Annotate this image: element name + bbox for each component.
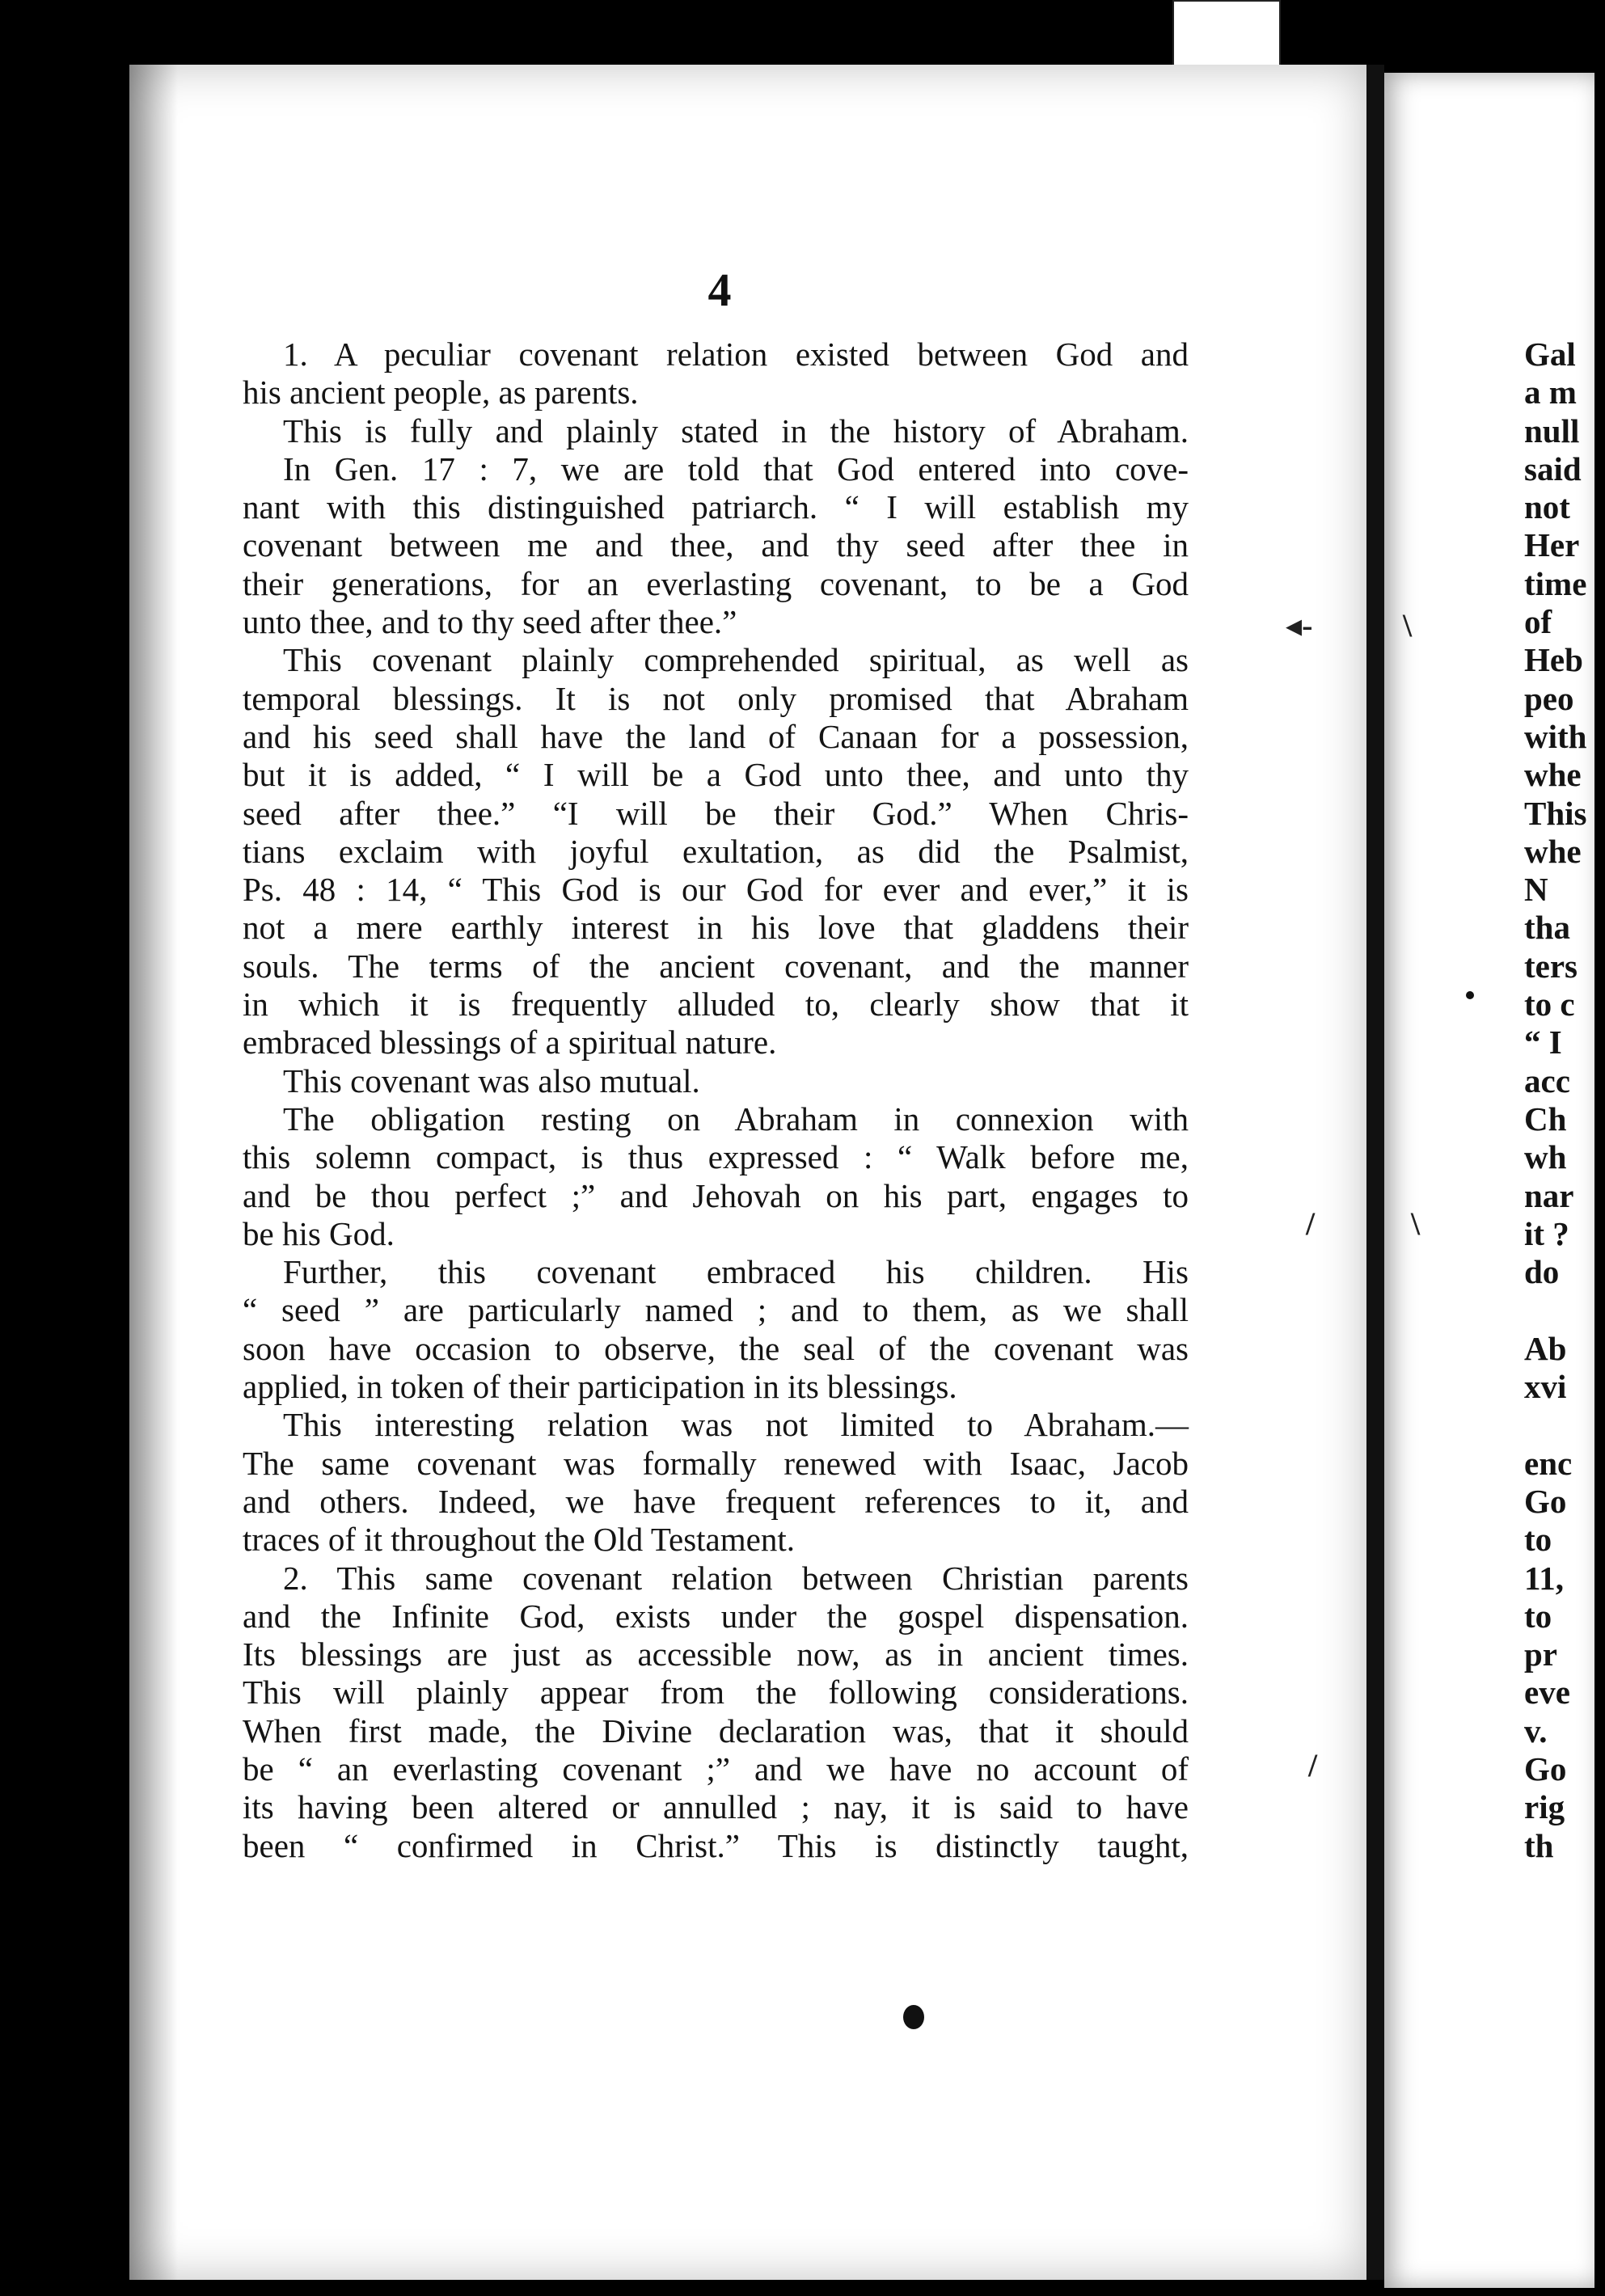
facing-page-fragment: tha <box>1524 909 1570 947</box>
text-line: The same covenant was formally renewed with Isaac, Jacob <box>243 1444 1189 1482</box>
text-line: and others. Indeed, we have frequent references to it, and <box>243 1482 1189 1520</box>
page-corner-fold <box>1172 0 1281 68</box>
facing-page-fragment: ters <box>1524 947 1578 985</box>
facing-page-fragment <box>1524 1291 1605 1329</box>
facing-page-fragment: Gal <box>1524 336 1576 373</box>
text-line: applied, in token of their participation in its blessings. <box>243 1368 957 1406</box>
facing-page-fragment: a m <box>1524 374 1577 412</box>
facing-page-fragment: acc <box>1524 1061 1570 1099</box>
facing-page-fragment <box>1524 1406 1605 1444</box>
margin-mark-slash-2: / <box>1308 1747 1318 1783</box>
facing-page-fragment: not <box>1524 488 1570 526</box>
facing-page-fragment: with <box>1524 717 1587 755</box>
ink-blot <box>903 2005 924 2029</box>
facing-page-fragment: nar <box>1524 1176 1574 1214</box>
facing-page-fragment: Go <box>1524 1749 1567 1787</box>
margin-mark-slash: / <box>1306 1205 1316 1242</box>
text-line: Ps. 48 : 14, “ This God is our God for ever and ever,” it is <box>243 871 1189 909</box>
text-line: and be thou perfect ;” and Jehovah on his part, engages to <box>243 1176 1189 1214</box>
text-line: seed after thee.” “I will be their God.” When Chris- <box>243 794 1189 832</box>
facing-page-fragment: to <box>1524 1521 1552 1559</box>
facing-page-fragment: v. <box>1524 1711 1548 1749</box>
facing-page-fragment: eve <box>1524 1673 1570 1711</box>
text-line: and the Infinite God, exists under the gospel dispensation. <box>243 1597 1189 1635</box>
text-line: its having been altered or annulled ; nay, it is said to have <box>243 1788 1189 1826</box>
text-line: but it is added, “ I will be a God unto thee, and unto thy <box>243 756 1189 794</box>
facing-page-fragment: This <box>1524 794 1587 832</box>
facing-page-fragment: time <box>1524 564 1587 602</box>
facing-page-fragment: xvi <box>1524 1368 1567 1406</box>
text-line: been “ confirmed in Christ.” This is distinctly taught, <box>243 1826 1189 1864</box>
text-line: “ seed ” are particularly named ; and to them, as we shall <box>243 1291 1189 1329</box>
facing-page-fragment: “ I <box>1524 1023 1562 1061</box>
facing-page-fragment: whe <box>1524 756 1582 794</box>
facing-page-fragment: do <box>1524 1253 1560 1291</box>
facing-page-fragment: null <box>1524 412 1580 449</box>
facing-page-fragment: pr <box>1524 1635 1557 1673</box>
text-line: temporal blessings. It is not only promised that Abraham <box>243 679 1189 717</box>
text-line: This is fully and plainly stated in the history of Abraham. <box>283 412 1189 449</box>
text-line: souls. The terms of the ancient covenant, and the manner <box>243 947 1189 985</box>
text-line: tians exclaim with joyful exultation, as did the Psalmist, <box>243 832 1189 870</box>
facing-page-fragment: it ? <box>1524 1214 1569 1252</box>
facing-page-fragment: 11, <box>1524 1559 1564 1597</box>
text-line: this solemn compact, is thus expressed : “ Walk before me, <box>243 1138 1189 1176</box>
text-line: unto thee, and to thy seed after thee.” <box>243 603 737 641</box>
facing-page-fragment: Go <box>1524 1482 1567 1520</box>
text-line: This covenant plainly comprehended spiritual, as well as <box>283 641 1189 679</box>
facing-page-fragment: N <box>1524 871 1548 909</box>
facing-page-fragment: to c <box>1524 986 1575 1023</box>
text-line: nant with this distinguished patriarch. “ I will establish my <box>243 488 1189 526</box>
text-line: not a mere earthly interest in his love that gladdens their <box>243 909 1189 947</box>
text-line: Its blessings are just as accessible now, as in ancient times. <box>243 1635 1189 1673</box>
facing-page-fragment: wh <box>1524 1138 1567 1176</box>
text-line: his ancient people, as parents. <box>243 374 639 412</box>
facing-page-fragment: to <box>1524 1597 1552 1635</box>
text-line: in which it is frequently alluded to, clearly show that it <box>243 986 1189 1023</box>
facing-page-fragment: rig <box>1524 1788 1565 1826</box>
facing-page-fragment: peo <box>1524 679 1574 717</box>
margin-mark-backslash: \ <box>1411 1205 1421 1242</box>
text-line: This interesting relation was not limited to Abraham.— <box>283 1406 1189 1444</box>
page-body-text <box>243 336 1189 1865</box>
facing-page-fragment: enc <box>1524 1444 1573 1482</box>
text-line: Further, this covenant embraced his children. His <box>283 1253 1189 1291</box>
margin-mark-dash: ◂- <box>1286 607 1313 644</box>
facing-page-fragment: Heb <box>1524 641 1583 679</box>
margin-mark-tick: \ <box>1403 607 1413 644</box>
facing-page-fragment: said <box>1524 449 1582 487</box>
text-line: 2. This same covenant relation between Christian parents <box>283 1559 1189 1597</box>
text-line: be “ an everlasting covenant ;” and we have no account of <box>243 1749 1189 1787</box>
text-line: be his God. <box>243 1214 395 1252</box>
text-line: This will plainly appear from the following considerations. <box>243 1673 1189 1711</box>
text-line: In Gen. 17 : 7, we are told that God entered into cove- <box>283 449 1189 487</box>
text-line: The obligation resting on Abraham in connexion with <box>283 1099 1189 1137</box>
facing-page-fragment: Her <box>1524 526 1580 564</box>
facing-page-fragment: Ch <box>1524 1099 1567 1137</box>
facing-page-fragment: th <box>1524 1826 1554 1864</box>
facing-page-fragments <box>1524 336 1605 1865</box>
text-line: covenant between me and thee, and thy seed after thee in <box>243 526 1189 564</box>
text-line: and his seed shall have the land of Canaan for a possession, <box>243 717 1189 755</box>
text-line: their generations, for an everlasting covenant, to be a God <box>243 564 1189 602</box>
text-line: When first made, the Divine declaration was, that it should <box>243 1711 1189 1749</box>
text-line: This covenant was also mutual. <box>283 1061 700 1099</box>
ink-dot <box>1466 991 1474 999</box>
text-line: traces of it throughout the Old Testament. <box>243 1521 795 1559</box>
facing-page-fragment: Ab <box>1524 1329 1567 1367</box>
facing-page-fragment: of <box>1524 603 1552 641</box>
text-line: 1. A peculiar covenant relation existed between God and <box>283 336 1189 373</box>
text-line: embraced blessings of a spiritual nature. <box>243 1023 777 1061</box>
text-line: soon have occasion to observe, the seal of the covenant was <box>243 1329 1189 1367</box>
page-number: 4 <box>707 264 732 316</box>
facing-page-fragment: whe <box>1524 832 1582 870</box>
